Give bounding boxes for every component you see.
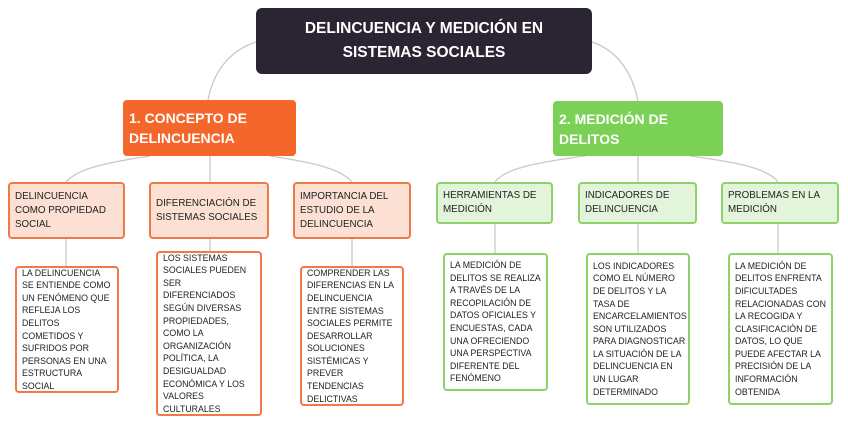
leaf-text: COMPRENDER LAS DIFERENCIAS EN LA DELINCUENCIA ENTRE SISTEMAS SOCIALES PERMITE DESARROLLAR SOLUCIONES SISTÉMICAS Y PREVER TENDENCIAS DELICTIVAS bbox=[307, 267, 394, 404]
branch-label: 2. MEDICIÓN DE DELITOS bbox=[559, 110, 668, 147]
connector-branch1-sub1 bbox=[66, 156, 150, 182]
sub-node-propiedad-social bbox=[8, 182, 125, 239]
sub-node-diferenciacion bbox=[149, 182, 269, 239]
leaf-node-indicadores bbox=[586, 253, 690, 405]
root-node bbox=[256, 8, 592, 74]
connector-branch1-sub3 bbox=[270, 156, 352, 182]
sub-node-problemas bbox=[721, 182, 839, 224]
sub-node-importancia bbox=[293, 182, 411, 239]
leaf-node-problemas bbox=[728, 253, 833, 405]
connector-root-branch-1 bbox=[208, 42, 256, 100]
leaf-text: LA DELINCUENCIA SE ENTIENDE COMO UN FENÓMENO QUE REFLEJA LOS DELITOS COMETIDOS Y SUFRIDOS POR PERSONAS EN UNA ESTRUCTURA SOCIAL bbox=[22, 267, 111, 391]
sub-node-label: INDICADORES DE DELINCUENCIA bbox=[585, 190, 670, 215]
connector-branch2-sub1 bbox=[495, 156, 585, 182]
root-title: DELINCUENCIA Y MEDICIÓN EN SISTEMAS SOCIALES bbox=[304, 20, 544, 61]
leaf-node-propiedad-social bbox=[15, 266, 119, 393]
connector-branch2-sub3 bbox=[690, 156, 778, 182]
leaf-text: LA MEDICIÓN DE DELITOS ENFRENTA DIFICULTADES RELACIONADAS CON LA RECOGIDA Y CLASIFICACIÓN DE DATOS, LO QUE PUEDE AFECTAR LA PRECISIÓN DE LA INFORMACIÓN OBTENIDA bbox=[735, 260, 826, 397]
leaf-text: LOS SISTEMAS SOCIALES PUEDEN SER DIFERENCIADOS SEGÚN DIVERSAS PROPIEDADES, COMO LA ORGANIZACIÓN POLÍTICA, LA DESIGUALDAD ECONÓMICA Y LOS VALORES CULTURALES bbox=[163, 252, 247, 414]
leaf-text: LA MEDICIÓN DE DELITOS SE REALIZA A TRAVÉS DE LA RECOPILACIÓN DE DATOS OFICIALES Y ENCUESTAS, CADA UNA OFRECIENDO UNA PERSPECTIVA DIFERENTE DEL FENÓMENO bbox=[450, 260, 541, 384]
sub-node-indicadores bbox=[578, 182, 697, 224]
sub-node-label: DELINCUENCIA COMO PROPIEDAD SOCIAL bbox=[15, 190, 106, 230]
branch-label: 1. CONCEPTO DE DELINCUENCIA bbox=[129, 110, 247, 146]
leaf-node-herramientas bbox=[443, 253, 548, 391]
sub-node-label: PROBLEMAS EN LA MEDICIÓN bbox=[728, 190, 820, 215]
sub-node-label: IMPORTANCIA DEL ESTUDIO DE LA DELINCUENCIA bbox=[300, 190, 389, 230]
leaf-node-diferenciacion bbox=[156, 251, 262, 416]
leaf-text: LOS INDICADORES COMO EL NÚMERO DE DELITOS Y LA TASA DE ENCARCELAMIENTOS SON UTILIZADOS PARA DIAGNOSTICAR LA SITUACIÓN DE LA DELINCUENCIA EN UN LUGAR DETERMINADO bbox=[593, 260, 687, 397]
sub-node-label: DIFERENCIACIÓN DE SISTEMAS SOCIALES bbox=[156, 197, 258, 223]
branch-node-medicion bbox=[553, 101, 723, 156]
branch-node-concepto bbox=[123, 100, 296, 156]
sub-node-label: HERRAMIENTAS DE MEDICIÓN bbox=[443, 190, 537, 215]
connector-root-branch-2 bbox=[592, 42, 638, 101]
sub-node-herramientas bbox=[436, 182, 553, 224]
leaf-node-importancia bbox=[300, 266, 404, 406]
